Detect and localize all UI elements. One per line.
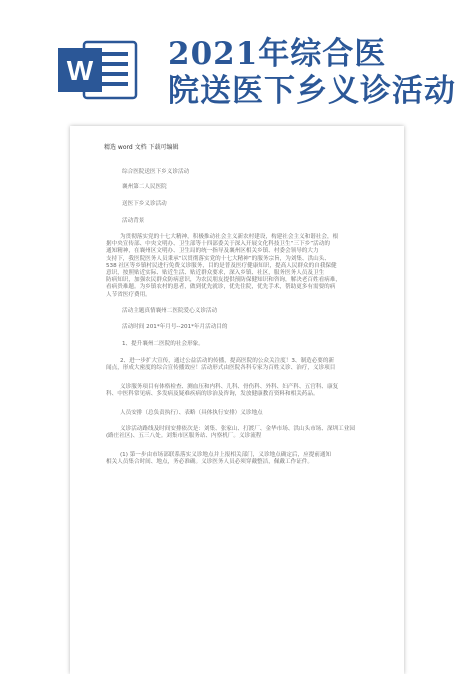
paragraph-line: 538 社区等乡镇村民进行免费义诊服务，目的是普及医疗健康知识，提高人民群众的自我保健 bbox=[106, 262, 337, 269]
doc-paragraph-goal-2 bbox=[106, 358, 335, 372]
doc-time: 活动时间 201*年月号--201*年月活动目的 bbox=[122, 324, 228, 330]
doc-header: 精选 word 文档 下载可编辑 bbox=[104, 144, 179, 151]
title-line-2: 院送医下乡义诊活动 bbox=[168, 73, 456, 109]
paragraph-line: 为贯彻落实党的十七大精神，积极推动社会主义新农村建设，构建社会主义和谐社会，根 bbox=[120, 234, 339, 240]
paragraph-line: 2、进一步扩大宣传，通过公益活动的传播，提高医院的公众关注度！3、制造必要的新 bbox=[120, 358, 335, 364]
paragraph-line: (1) 第一步由市场部联系落实义诊地点并上报相关部门，义诊地点确定后，应提前通知 bbox=[120, 452, 332, 458]
doc-theme: 活动主题真情襄州二医院爱心义诊活动 bbox=[122, 308, 218, 314]
doc-paragraph-services bbox=[106, 384, 338, 398]
paragraph-line: 科、中医科常见病、多发病及疑难疾病的诊治及咨询，发放健康教育资料和相关药品。 bbox=[106, 391, 319, 398]
banner bbox=[0, 0, 474, 132]
doc-heading-3: 送医下乡义诊活动 bbox=[122, 201, 167, 207]
paragraph-line: 防病知识，加强农民群众防病意识，为农民朋友提供预防保健知识和咨询，解决老百姓看病难， bbox=[106, 277, 341, 284]
doc-heading-1: 综合医院送医下乡义诊活动 bbox=[122, 169, 190, 175]
doc-paragraph-step-1 bbox=[106, 452, 331, 466]
title-line-1: 2021年综合医 bbox=[168, 36, 387, 72]
paragraph-line: (路庄社区)、五三八处。刘集市区服务站、内察机厂。义诊流程 bbox=[106, 433, 262, 440]
paragraph-line: 闻点，形成大密度的综合宣传播效应！活动形式由医院各科专家为百姓义诊、治疗，义诊项目 bbox=[106, 365, 336, 372]
paragraph-line: 意识，按照贴近实际、贴近生活、贴近群众要求，深入乡镇、社区，服务医务人员及卫生 bbox=[106, 270, 325, 277]
doc-heading-2: 襄州第二人民医院 bbox=[122, 184, 167, 190]
word-logo-letter: W bbox=[66, 55, 94, 86]
paragraph-line: 据中央宣传部、中央文明办、卫生部等十四部委关于深入开展文化科技卫生“三下乡”活动的 bbox=[106, 241, 330, 248]
paragraph-line: 义诊活动路线及时间安排依次是：刘集、张家山、打渡厂、金华市场、洪山头市场、深圳工业园 bbox=[120, 426, 355, 432]
word-logo-icon bbox=[56, 38, 140, 102]
document-page bbox=[70, 126, 404, 674]
doc-staff: 人员安排（总负责执行）、表略（具体执行安排）义诊地点 bbox=[120, 410, 263, 416]
paragraph-line: 看病贵难题。为乡镇农村的患者，做到优先就诊，优先住院，优先手术，帮助更多有需要的病 bbox=[106, 284, 336, 291]
doc-paragraph-sites bbox=[106, 426, 355, 440]
doc-heading-4: 活动背景 bbox=[122, 218, 145, 224]
doc-goal-1: 1、提升襄州二医院的社会形象。 bbox=[122, 341, 204, 347]
paragraph-line: 义诊服务项目有体格检查、测血压和内科、儿科、骨伤科、外科、妇产科、五官科、康复 bbox=[120, 384, 339, 390]
paragraph-line: 支持下，我医院医务人员秉承“以贯彻落实党的十七大精神”的服务宗旨，为刘集、洪山头、 bbox=[106, 255, 330, 262]
page-title bbox=[168, 36, 468, 110]
doc-paragraph-background bbox=[106, 234, 341, 299]
paragraph-line: 人节省医疗费用。 bbox=[106, 291, 151, 298]
paragraph-line: 通知精神，在襄州区文明办、卫生局的统一指导及襄州区相关乡镇、村委会领导的大力 bbox=[106, 248, 319, 255]
paragraph-line: 相关人员集合时间、地点，务必准确。义诊医务人员必须穿戴整洁，佩戴工作证件。 bbox=[106, 459, 313, 466]
